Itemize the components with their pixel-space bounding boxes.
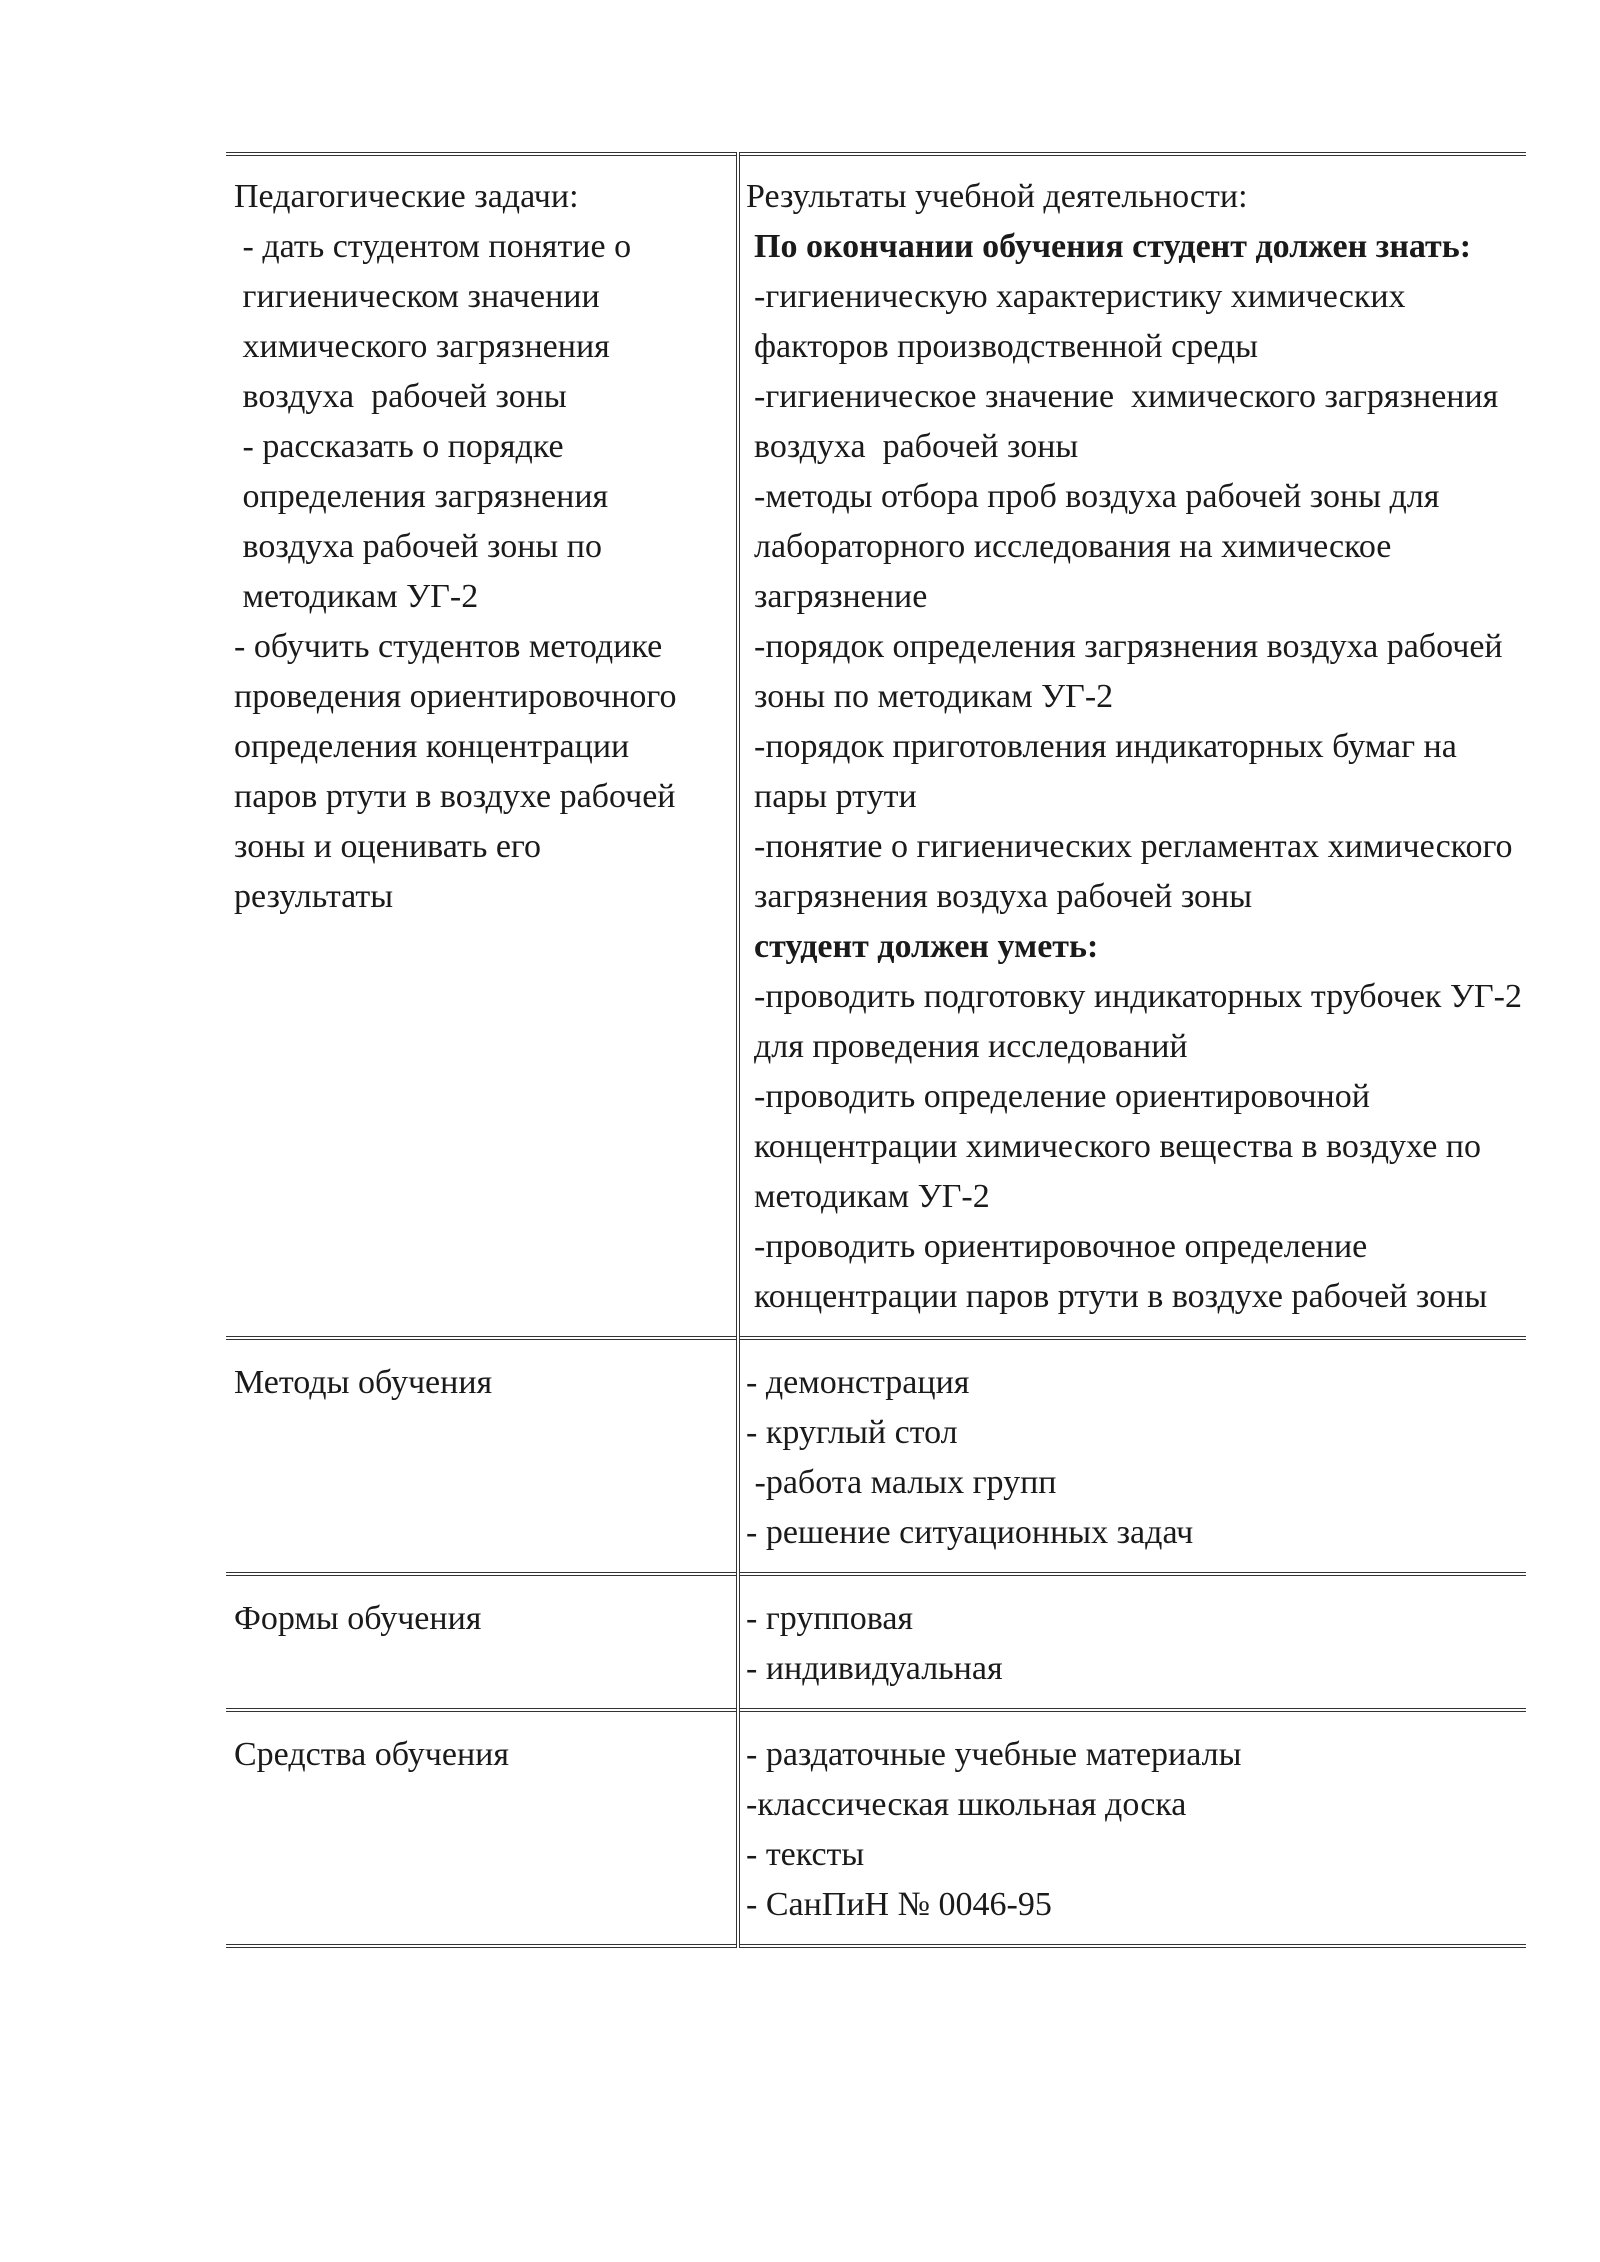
task-line: методикам УГ-2 (234, 578, 479, 615)
task-line: проведения ориентировочного (234, 678, 677, 715)
task-line: - дать студентом понятие о (234, 228, 632, 265)
pedagogical-tasks-heading: Педагогические задачи: (234, 178, 579, 215)
tools-label-cell (226, 1710, 738, 1946)
forms-label: Формы обучения (234, 1600, 482, 1637)
method-item: - круглый стол (746, 1414, 958, 1451)
task-line: гигиеническом значении (234, 278, 600, 315)
task-line: определения загрязнения (234, 478, 609, 515)
know-item: -порядок определения загрязнения воздуха рабочей зоны по методикам УГ-2 (754, 628, 1512, 715)
know-item: -гигиеническую характеристику химических факторов производственной среды (754, 278, 1415, 365)
method-item: - решение ситуационных задач (746, 1514, 1194, 1551)
forms-list-cell (738, 1574, 1526, 1710)
know-item: -гигиеническое значение химического загрязнения воздуха рабочей зоны (754, 378, 1507, 465)
tools-row (226, 1710, 1526, 1946)
forms-row (226, 1574, 1526, 1710)
tasks-row (226, 154, 1526, 1338)
task-line: определения концентрации (234, 728, 630, 765)
methods-label: Методы обучения (234, 1364, 493, 1401)
tools-list-cell (738, 1710, 1526, 1946)
task-line: результаты (234, 878, 394, 915)
curriculum-table (226, 152, 1531, 1948)
tool-item: -классическая школьная доска (746, 1786, 1187, 1823)
know-item: -порядок приготовления индикаторных бумаг на пары ртути (754, 728, 1466, 815)
methods-row (226, 1338, 1526, 1574)
method-item: - демонстрация (746, 1364, 970, 1401)
know-item: -понятие о гигиенических регламентах химического загрязнения воздуха рабочей зоны (754, 828, 1522, 915)
task-line: воздуха рабочей зоны (234, 378, 567, 415)
skill-item: -проводить ориентировочное определение концентрации паров ртути в воздухе рабочей зоны (754, 1228, 1488, 1315)
task-line: паров ртути в воздухе рабочей (234, 778, 676, 815)
tool-item: - тексты (746, 1836, 865, 1873)
skill-item: -проводить определение ориентировочной концентрации химического вещества в воздухе по методикам УГ-2 (754, 1078, 1490, 1215)
must-do-heading: студент должен уметь: (754, 928, 1099, 965)
learning-results-heading: Результаты учебной деятельности: (746, 178, 1248, 215)
task-line: химического загрязнения (234, 328, 610, 365)
skill-item: -проводить подготовку индикаторных трубочек УГ-2 для проведения исследований (754, 978, 1531, 1065)
methods-list-cell (738, 1338, 1526, 1574)
task-line: - обучить студентов методике (234, 628, 663, 665)
tool-item: - раздаточные учебные материалы (746, 1736, 1242, 1773)
forms-label-cell (226, 1574, 738, 1710)
learning-results-cell (738, 154, 1531, 1338)
form-item: - групповая (746, 1600, 914, 1637)
tools-label: Средства обучения (234, 1736, 509, 1773)
task-line: - рассказать о порядке (234, 428, 564, 465)
methods-label-cell (226, 1338, 738, 1574)
pedagogical-tasks-cell (226, 154, 738, 1338)
task-line: зоны и оценивать его (234, 828, 542, 865)
task-line: воздуха рабочей зоны по (234, 528, 602, 565)
know-item: -методы отбора проб воздуха рабочей зоны для лабораторного исследования на химическое загрязнение (754, 478, 1448, 615)
form-item: - индивидуальная (746, 1650, 1003, 1687)
tool-item: - СанПиН № 0046-95 (746, 1886, 1052, 1923)
must-know-heading: По окончании обучения студент должен знать: (754, 228, 1472, 265)
method-item: -работа малых групп (746, 1464, 1057, 1501)
